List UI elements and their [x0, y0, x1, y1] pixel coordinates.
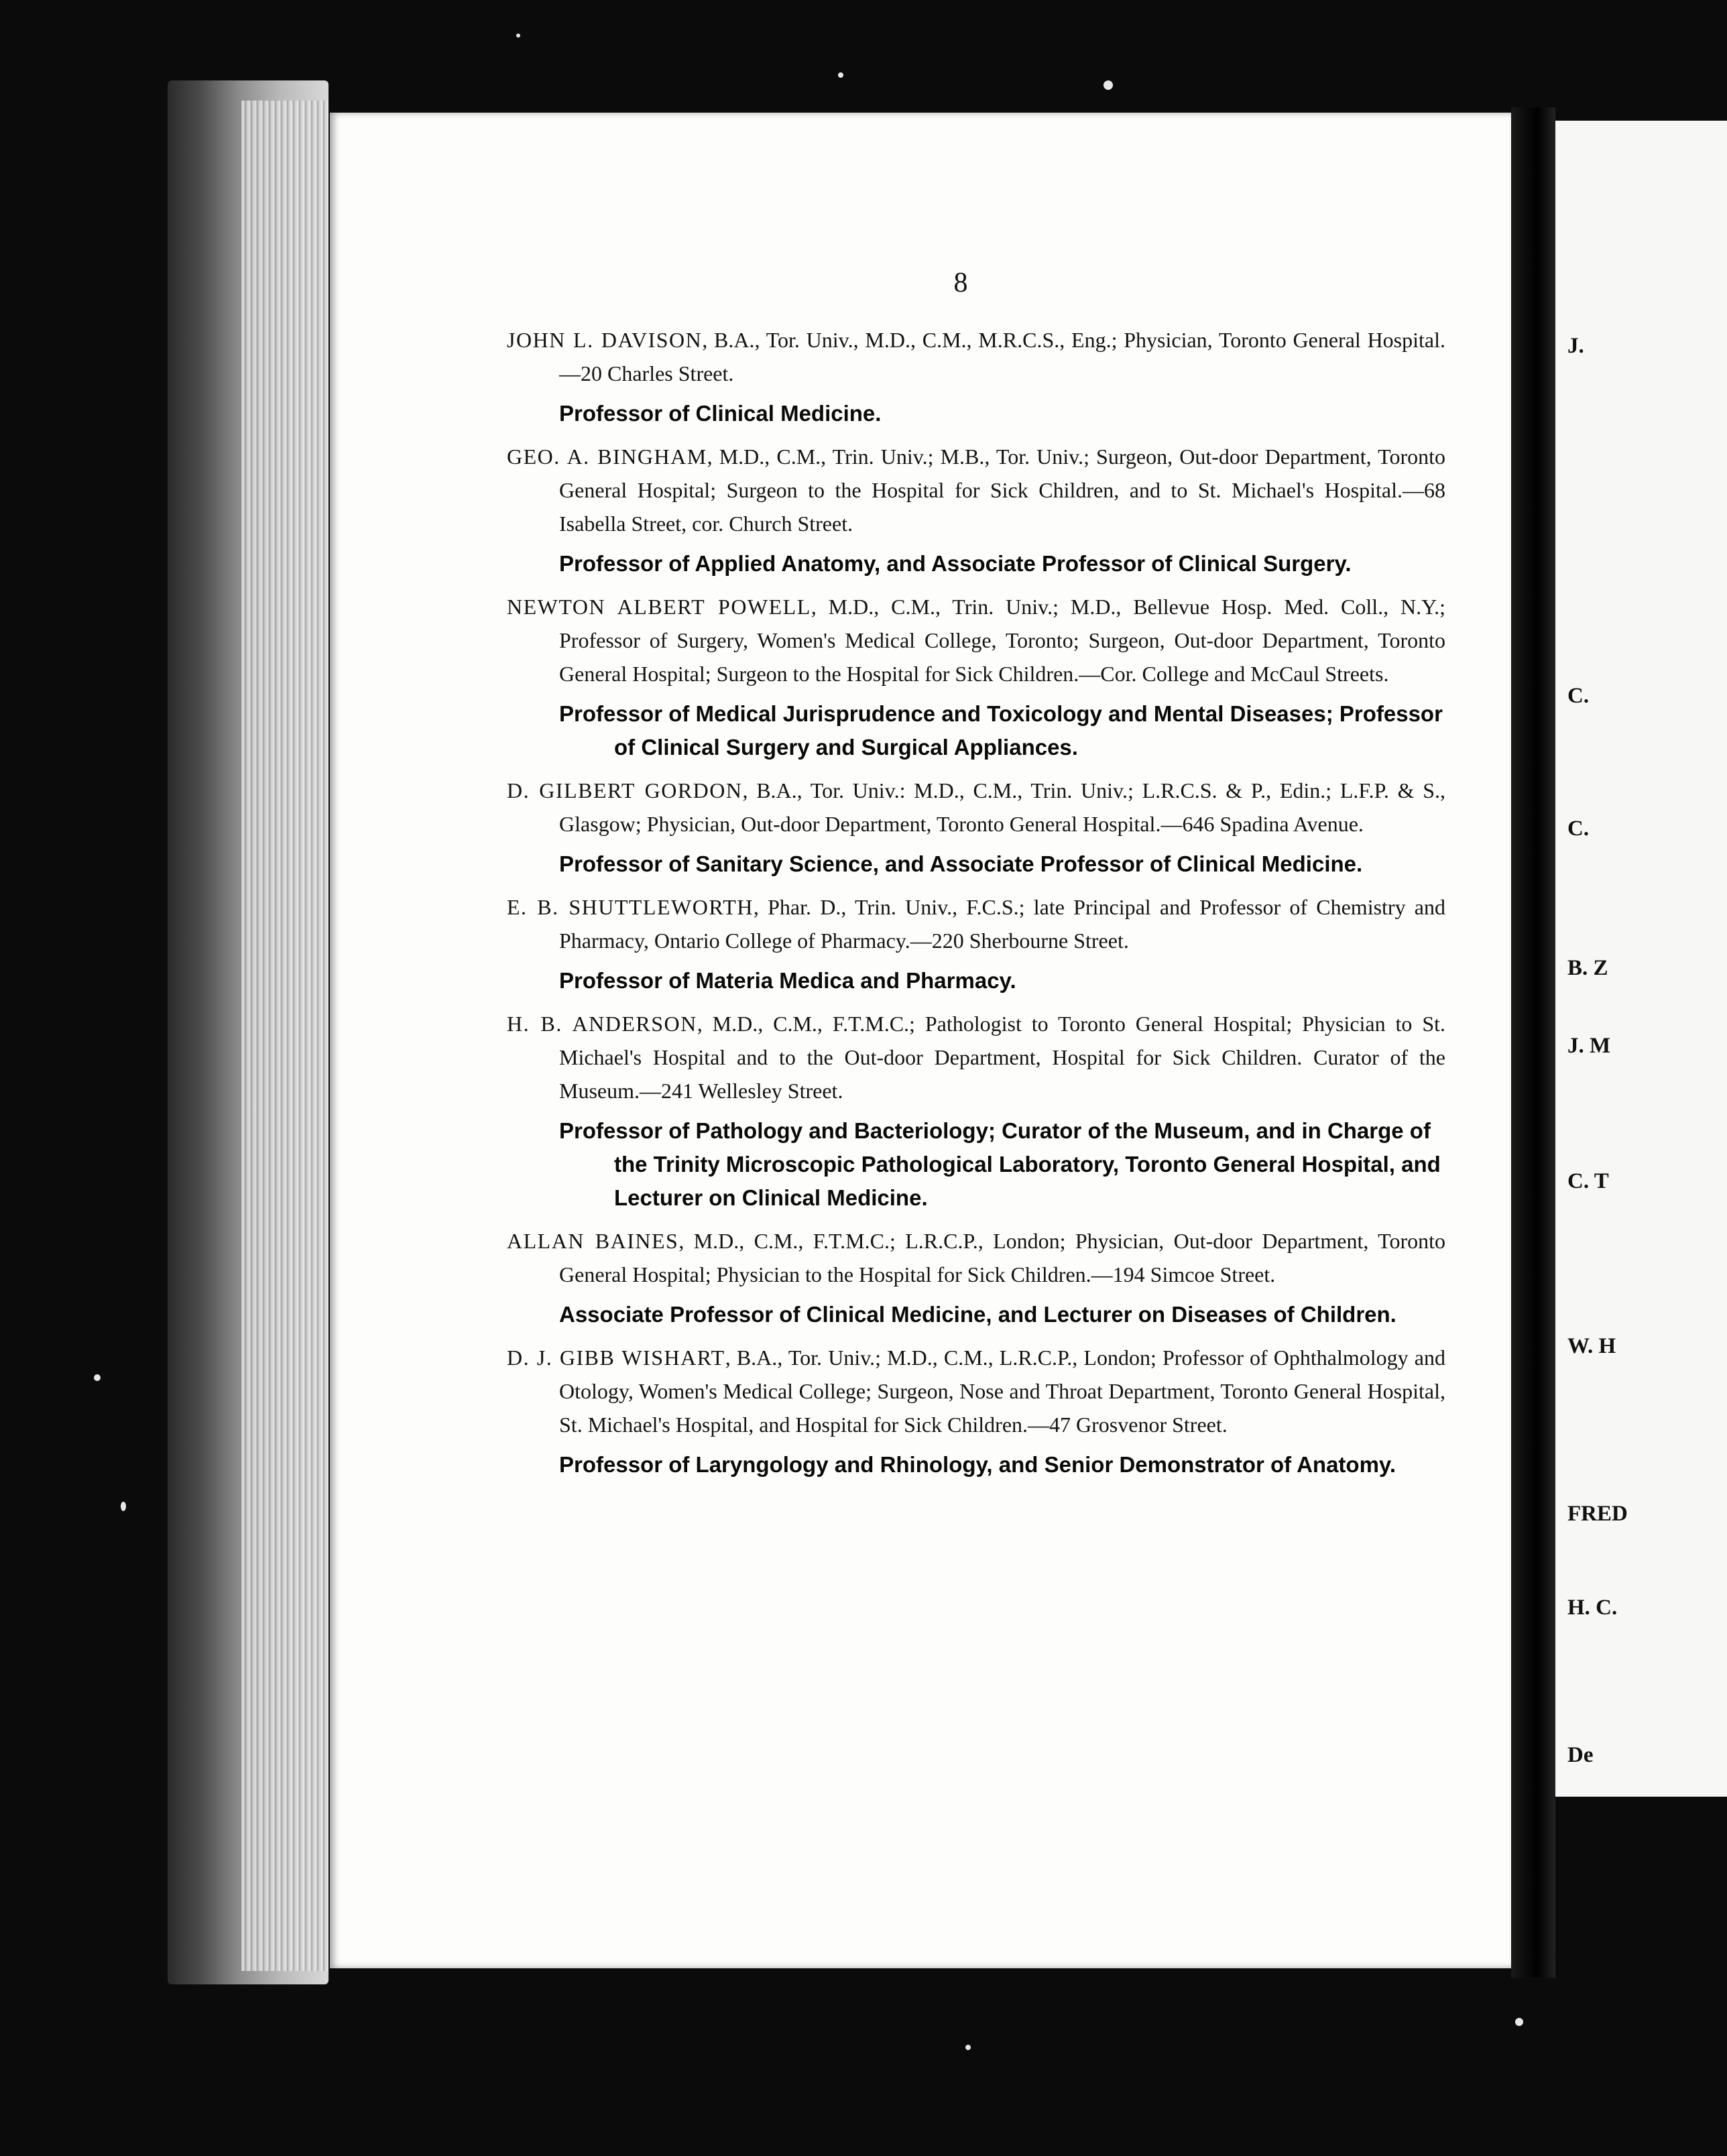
faculty-entry [507, 890, 1445, 998]
entry-details: , Phar. D., Trin. Univ., F.C.S.; late Principal and Professor of Chemistry and Pharmacy, Ontario College of Pharmacy.—220 Sherbourne Street. [559, 895, 1445, 953]
facing-fragment: De [1567, 1743, 1594, 1767]
entry-details: , B.A., Tor. Univ.: M.D., C.M., Trin. Univ.; L.R.C.S. & P., Edin.; L.F.P. & S., Glasgow; Physician, Out-door Department, Toronto General Hospital.—646 Spadina Avenue. [559, 778, 1446, 836]
entry-name: NEWTON ALBERT POWELL [507, 595, 811, 619]
facing-fragment: J. M [1567, 1034, 1611, 1058]
facing-fragment: W. H [1567, 1334, 1616, 1358]
entry-title: Professor of Sanitary Science, and Associate Professor of Clinical Medicine. [559, 851, 1363, 876]
entry-text [507, 440, 1445, 540]
entry-name: D. GILBERT GORDON [507, 778, 743, 802]
entry-details: , M.D., C.M., Trin. Univ.; M.D., Bellevue Hosp. Med. Coll., N.Y.; Professor of Surgery, Women's Medical College, Toronto; Surgeon, Out-door Department, Toronto General Hospital; Surgeon to the Hospital for Sick Children.—Cor. College and McCaul Streets. [559, 595, 1446, 686]
entry-text [507, 323, 1445, 390]
entry-title: Professor of Laryngology and Rhinology, and Senior Demonstrator of Anatomy. [559, 1452, 1396, 1477]
entry-name: JOHN L. DAVISON [507, 328, 703, 352]
entry-title: Professor of Medical Jurisprudence and Toxicology and Mental Diseases; Professor of Clinical Surgery and Surgical Appliances. [559, 701, 1443, 760]
entry-text [507, 1341, 1445, 1441]
facing-fragment: FRED [1567, 1502, 1628, 1526]
facing-fragment: B. Z [1567, 956, 1608, 980]
facing-fragment: C. [1567, 684, 1590, 708]
film-speck [121, 1502, 126, 1511]
entry-details: , B.A., Tor. Univ.; M.D., C.M., L.R.C.P., London; Professor of Ophthalmology and Otology, Women's Medical College; Surgeon, Nose and Throat Department, Toronto General Hospital, St. Michael's Hospital, and Hospital for Sick Children.—47 Grosvenor Street. [559, 1345, 1446, 1437]
faculty-entry [507, 440, 1445, 581]
film-speck [1104, 80, 1113, 90]
faculty-list [507, 323, 1445, 1491]
facing-fragment: C. [1567, 817, 1590, 841]
page-stack-stripes [241, 101, 329, 1971]
faculty-entry [507, 323, 1445, 430]
entry-details: , B.A., Tor. Univ., M.D., C.M., M.R.C.S., Eng.; Physician, Toronto General Hospital.—20 Charles Street. [559, 328, 1446, 385]
book-gutter [1511, 107, 1555, 1978]
entry-name: H. B. ANDERSON [507, 1012, 697, 1036]
entry-title: Professor of Clinical Medicine. [559, 401, 882, 426]
facing-fragment: J. [1567, 334, 1584, 358]
entry-name: ALLAN BAINES [507, 1229, 679, 1253]
entry-name: E. B. SHUTTLEWORTH [507, 895, 754, 919]
entry-name: GEO. A. BINGHAM [507, 444, 707, 469]
entry-title: Professor of Applied Anatomy, and Associate Professor of Clinical Surgery. [559, 551, 1352, 576]
page-number: 8 [953, 267, 968, 298]
film-speck [838, 72, 843, 78]
faculty-entry [507, 590, 1445, 764]
faculty-entry [507, 1341, 1445, 1482]
entry-details: , M.D., C.M., F.T.M.C.; Pathologist to Toronto General Hospital; Physician to St. Michael's Hospital and to the Out-door Department, Hospital for Sick Children. Curator of the Museum.—241 Wellesley Street. [559, 1012, 1446, 1103]
facing-fragment: H. C. [1567, 1596, 1618, 1620]
entry-text [507, 890, 1445, 957]
entry-title: Professor of Pathology and Bacteriology; Curator of the Museum, and in Charge of the Trinity Microscopic Pathological Laboratory, Toronto General Hospital, and Lecturer on Clinical Medicine. [559, 1118, 1441, 1210]
entry-text [507, 1224, 1445, 1291]
faculty-entry [507, 1224, 1445, 1331]
film-speck [516, 34, 520, 38]
entry-text [507, 590, 1445, 691]
entry-text [507, 1007, 1445, 1107]
entry-title: Professor of Materia Medica and Pharmacy. [559, 968, 1016, 993]
film-speck [965, 2045, 971, 2050]
entry-details: , M.D., C.M., F.T.M.C.; L.R.C.P., London; Physician, Out-door Department, Toronto General Hospital; Physician to the Hospital for Sick Children.—194 Simcoe Street. [559, 1229, 1446, 1286]
faculty-entry [507, 774, 1445, 881]
entry-text [507, 774, 1445, 841]
faculty-entry [507, 1007, 1445, 1215]
entry-name: D. J. GIBB WISHART [507, 1345, 725, 1370]
entry-title: Associate Professor of Clinical Medicine, and Lecturer on Diseases of Children. [559, 1302, 1396, 1327]
entry-details: , M.D., C.M., Trin. Univ.; M.B., Tor. Univ.; Surgeon, Out-door Department, Toronto General Hospital; Surgeon to the Hospital for Sick Children, and to St. Michael's Hospital.—68 Isabella Street, cor. Church Street. [559, 444, 1446, 536]
facing-fragment: C. T [1567, 1169, 1609, 1193]
film-speck [94, 1374, 101, 1381]
film-speck [1515, 2018, 1523, 2026]
